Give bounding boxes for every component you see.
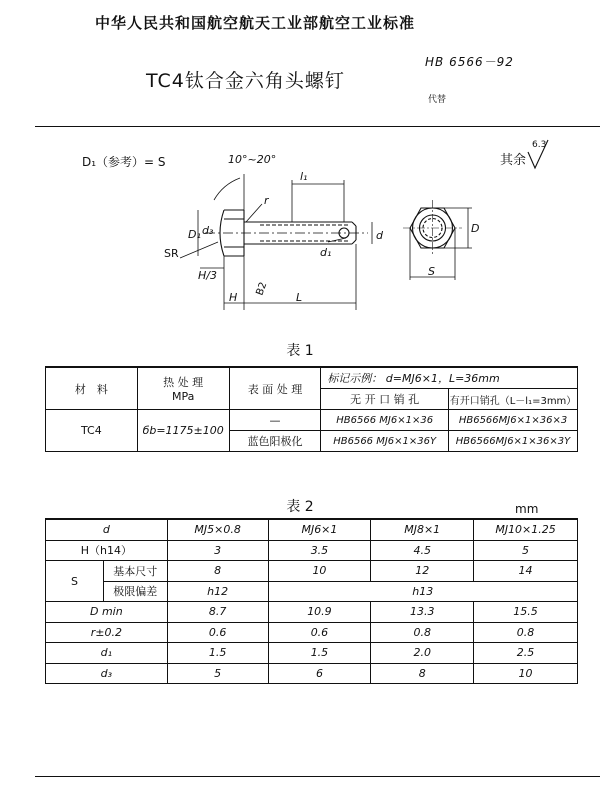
s-basic-value: 12 — [371, 561, 474, 582]
h-value: 5 — [474, 540, 578, 561]
s-tolerance-value: h13 — [268, 581, 577, 602]
table2-caption: 表 2 — [286, 499, 314, 515]
material-header: 材 料 — [46, 367, 138, 410]
r-value: 0.8 — [371, 622, 474, 643]
d-value: MJ10×1.25 — [474, 519, 578, 540]
surface-treatment-header: 表 面 处 理 — [229, 367, 321, 410]
d-value: MJ6×1 — [268, 519, 371, 540]
table-row — [46, 410, 578, 431]
d1-value: 2.0 — [371, 643, 474, 664]
s-basic-label: 基本尺寸 — [103, 561, 167, 582]
d-value: MJ8×1 — [371, 519, 474, 540]
d3-value: 8 — [371, 663, 474, 684]
issuing-organization: 中华人民共和国航空航天工业部航空工业标准 — [95, 14, 416, 32]
heat-value-cell: бb=1175±100 — [137, 410, 229, 452]
d3-value: 10 — [474, 663, 578, 684]
thread-diameter-label: d — [376, 229, 383, 242]
h-value: 4.5 — [371, 540, 474, 561]
dmin-value: 13.3 — [371, 602, 474, 623]
table-row — [46, 622, 578, 643]
with-hole-mark-cell: HB6566MJ6×1×36×3Y — [449, 431, 578, 452]
d1-label: d₁ — [46, 643, 168, 664]
screw-drawing — [0, 130, 600, 320]
s-basic-value: 14 — [474, 561, 578, 582]
heat-treatment-unit: MPa — [171, 390, 195, 403]
heat-treatment-header — [137, 367, 229, 410]
screw-side-view — [164, 170, 384, 310]
table-row — [46, 581, 578, 602]
with-hole-mark-cell: HB6566MJ6×1×36×3 — [449, 410, 578, 431]
across-flats-label: S — [428, 265, 435, 278]
h-value: 3 — [167, 540, 268, 561]
surface-cell: 蓝色阳极化 — [229, 431, 321, 452]
d3-label: d₃ — [46, 663, 168, 684]
r-value: 0.6 — [167, 622, 268, 643]
d3-value: 5 — [167, 663, 268, 684]
no-hole-mark-cell: HB6566 MJ6×1×36 — [321, 410, 449, 431]
footer-rule — [35, 776, 600, 777]
table-row — [46, 519, 578, 540]
table-row — [46, 602, 578, 623]
r-label: r — [264, 194, 269, 207]
d1-value: 1.5 — [167, 643, 268, 664]
table1-caption: 表 1 — [286, 343, 314, 359]
table-row — [46, 540, 578, 561]
l1-label: l₁ — [300, 170, 308, 183]
d3-value: 6 — [268, 663, 371, 684]
d3-label: d₃ — [202, 224, 214, 237]
r-value: 0.8 — [474, 622, 578, 643]
marking-example-header: 标记示例： d=MJ6×1，L=36mm — [321, 367, 578, 389]
dmin-value: 10.9 — [268, 602, 371, 623]
b2-label: B2 — [254, 280, 270, 298]
d1-reference-note: D₁（参考）= S — [82, 155, 166, 169]
r-label: r±0.2 — [46, 622, 168, 643]
d-label: d — [46, 519, 168, 540]
table-2 — [45, 518, 578, 684]
r-value: 0.6 — [268, 622, 371, 643]
d1-value: 1.5 — [268, 643, 371, 664]
standard-number: HB 6566－92 — [425, 55, 514, 69]
table-row — [46, 561, 578, 582]
table-row — [46, 663, 578, 684]
document-title: TC4钛合金六角头螺钉 — [146, 70, 345, 92]
dmin-label: D min — [46, 602, 168, 623]
s-label: S — [46, 561, 104, 602]
s-basic-value: 10 — [268, 561, 371, 582]
h-value: 3.5 — [268, 540, 371, 561]
roughness-label: 其余 — [500, 153, 527, 168]
with-hole-header: 有开口销孔（L－l₁=3mm） — [449, 389, 578, 410]
no-hole-mark-cell: HB6566 MJ6×1×36Y — [321, 431, 449, 452]
d-value: MJ5×0.8 — [167, 519, 268, 540]
head-height-label: H — [229, 291, 238, 304]
dmin-value: 15.5 — [474, 602, 578, 623]
across-corners-label: D — [471, 222, 480, 235]
head-diameter-label: D₁ — [188, 228, 201, 241]
no-hole-header: 无 开 口 销 孔 — [321, 389, 449, 410]
table-1 — [45, 366, 578, 452]
angle-label: 10°~20° — [228, 153, 277, 166]
roughness-value: 6.3 — [532, 140, 547, 150]
h-label: H（h14） — [46, 540, 168, 561]
pin-hole-label: d₁ — [320, 246, 332, 259]
sr-label: SR — [164, 247, 179, 260]
heat-treatment-title: 热 处 理 — [163, 376, 204, 389]
replaces-label: 代替 — [428, 95, 447, 105]
s-tolerance-label: 极限偏差 — [103, 581, 167, 602]
surface-cell: — — [229, 410, 321, 431]
table-row — [46, 643, 578, 664]
header-rule — [35, 126, 600, 127]
dmin-value: 8.7 — [167, 602, 268, 623]
h3-label: H/3 — [198, 269, 217, 282]
s-tolerance-value: h12 — [167, 581, 268, 602]
material-cell: TC4 — [46, 410, 138, 452]
screw-end-view — [403, 200, 479, 280]
d1-value: 2.5 — [474, 643, 578, 664]
table2-unit: mm — [515, 502, 539, 516]
length-label: L — [296, 291, 303, 304]
s-basic-value: 8 — [167, 561, 268, 582]
